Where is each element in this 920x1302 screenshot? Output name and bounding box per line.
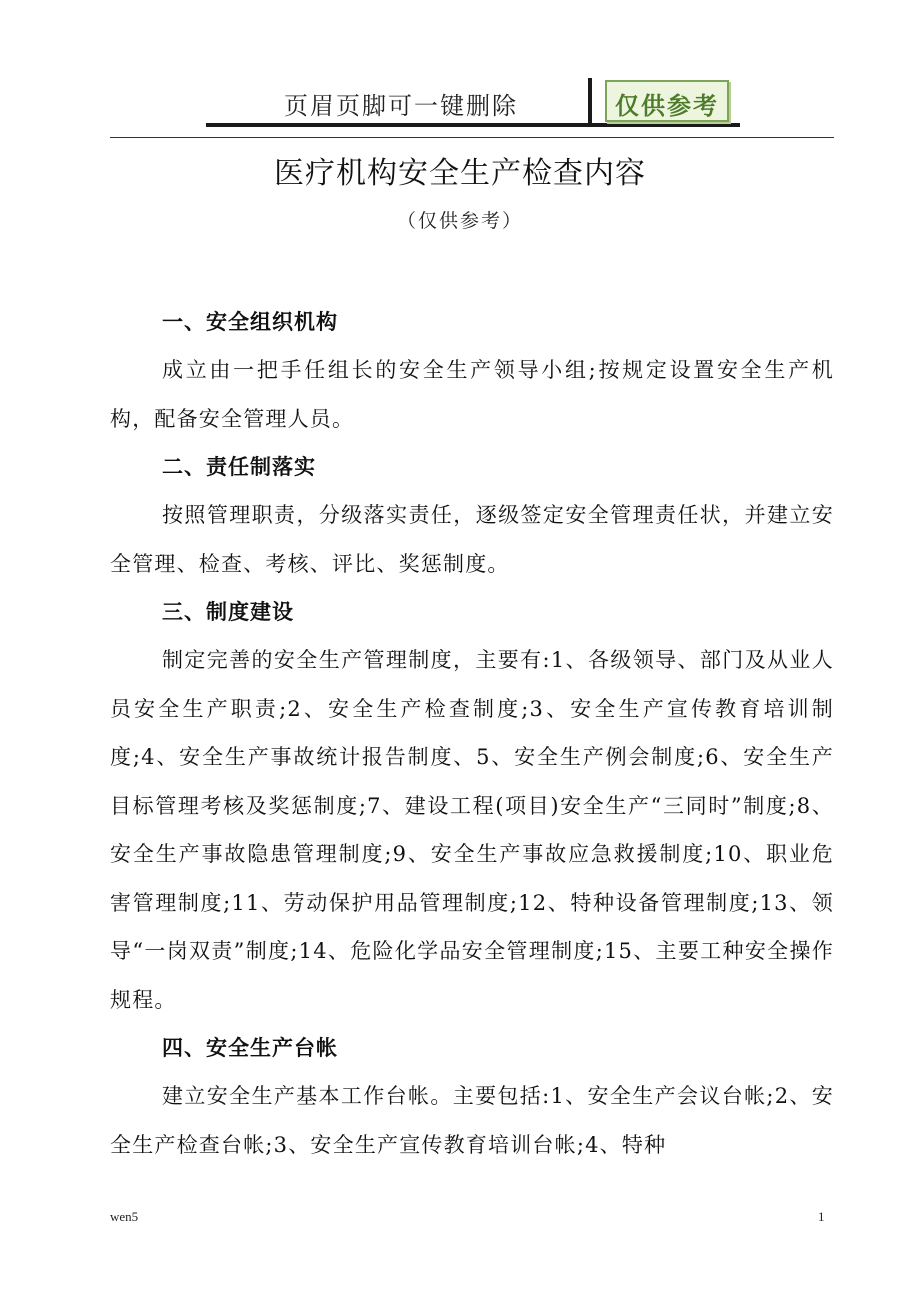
section-body: 建立安全生产基本工作台帐。主要包括:1、安全生产会议台帐;2、安全生产检查台帐;3、安全生产宣传教育培训台帐;4、特种 xyxy=(110,1084,834,1157)
section-body: 成立由一把手任组长的安全生产领导小组;按规定设置安全生产机构，配备安全管理人员。 xyxy=(110,358,834,431)
header-banner-text: 页眉页脚可一键删除 xyxy=(284,92,518,120)
section-heading: 二、责任制落实 xyxy=(162,455,316,479)
reference-only-badge xyxy=(605,80,729,122)
document-subtitle: （仅供参考） xyxy=(396,210,523,232)
section-heading: 四、安全生产台帐 xyxy=(162,1036,338,1060)
footer-left-text: wen5 xyxy=(110,1209,139,1224)
header-banner xyxy=(200,74,740,130)
section-heading: 一、安全组织机构 xyxy=(162,310,338,334)
document-content xyxy=(110,298,834,1169)
badge-label: 仅供参考 xyxy=(615,92,719,120)
header-underline xyxy=(206,123,740,127)
section-heading: 三、制度建设 xyxy=(162,600,294,624)
section-body: 制定完善的安全生产管理制度，主要有:1、各级领导、部门及从业人员安全生产职责;2、安全生产检查制度;3、安全生产宣传教育培训制度;4、安全生产事故统计报告制度、5、安全生产例会制度;6、安全生产目标管理考核及奖惩制度;7、建设工程(项目)安全生产“三同时”制度;8、安全生产事故隐患管理制度;9、安全生产事故应急救援制度;10、职业危害管理制度;11、劳动保护用品管理制度;12、特种设备管理制度;13、领导“一岗双责”制度;14、危险化学品安全管理制度;15、主要工种安全操作规程。 xyxy=(110,648,834,1012)
document-title: 医疗机构安全生产检查内容 xyxy=(274,156,646,191)
page-number: 1 xyxy=(818,1209,825,1224)
header-rule xyxy=(110,137,834,138)
section-body: 按照管理职责，分级落实责任，逐级签定安全管理责任状，并建立安全管理、检查、考核、评比、奖惩制度。 xyxy=(110,503,834,576)
header-divider xyxy=(588,78,592,126)
